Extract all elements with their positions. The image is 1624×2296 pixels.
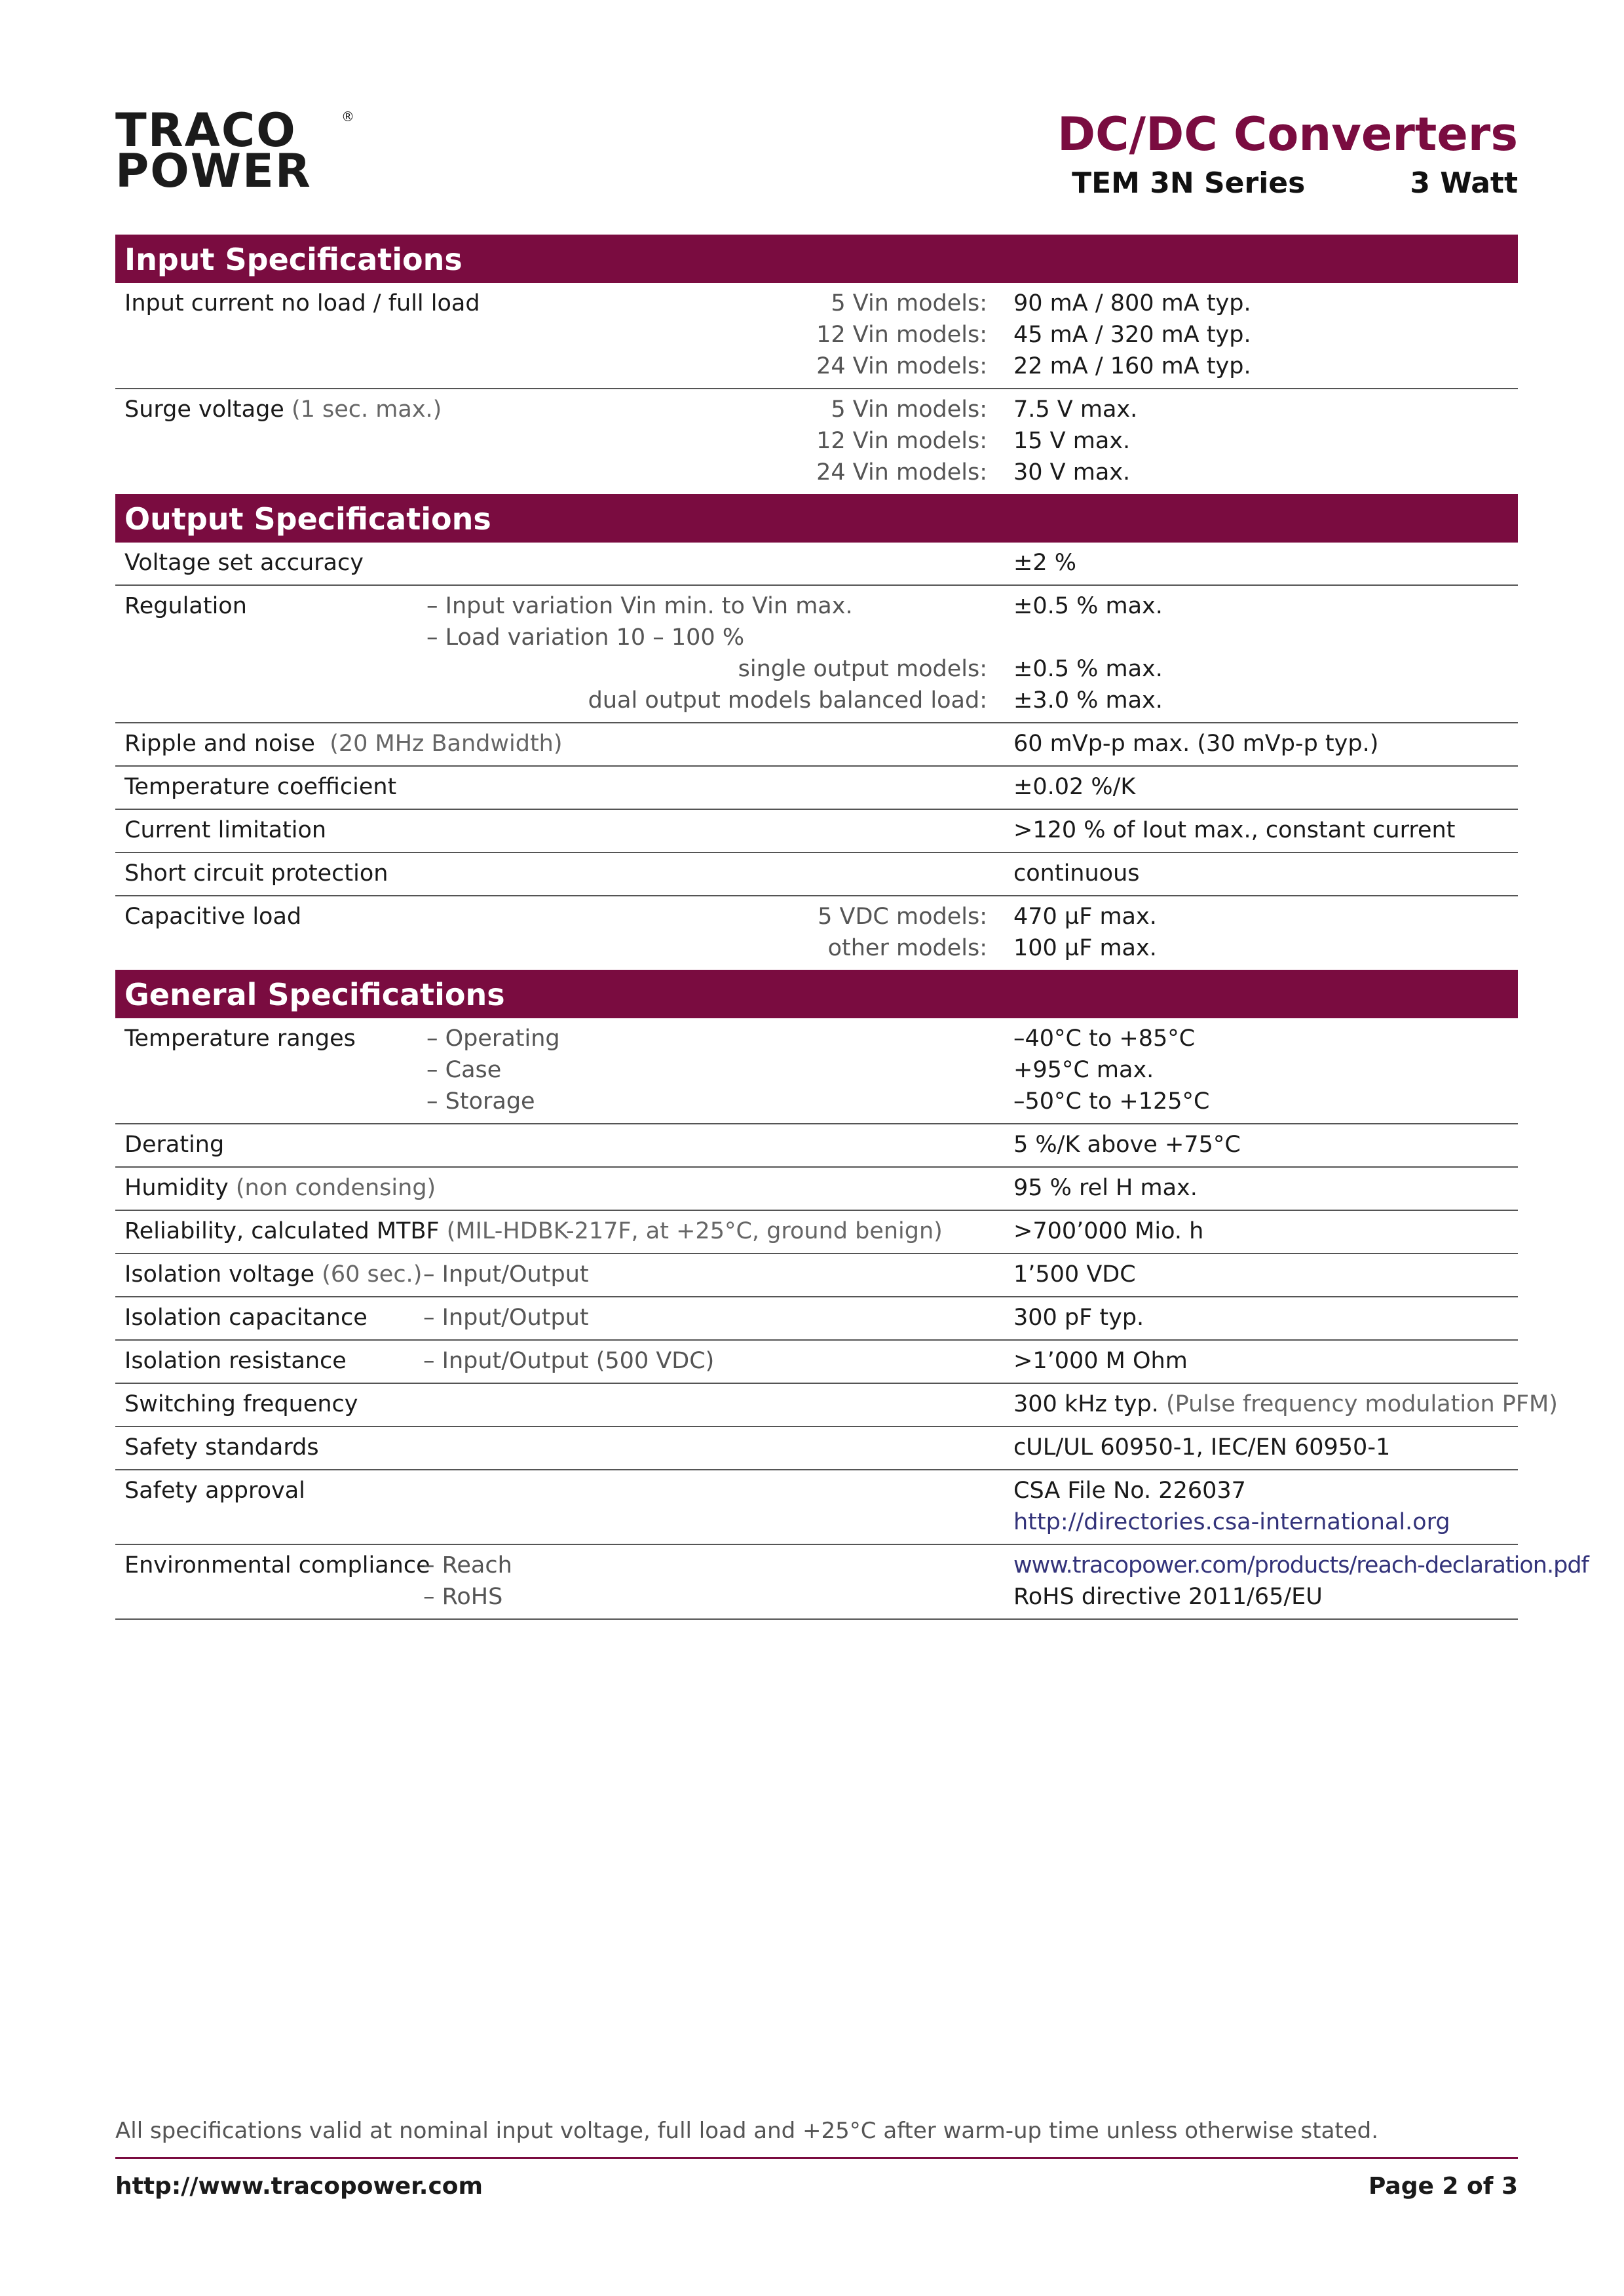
condition: – Input variation Vin min. to Vin max.	[426, 593, 853, 619]
value: –50°C to +125°C	[1013, 1088, 1210, 1115]
value: ±0.02 %/K	[1013, 774, 1136, 800]
spec-row-derating	[115, 1124, 1518, 1168]
logo-line-2: POWER	[115, 144, 312, 198]
spec-row-ripple-noise	[115, 723, 1518, 767]
label-note: (20 MHz Bandwidth)	[330, 731, 563, 757]
condition: – Reach	[423, 1552, 512, 1578]
condition: 12 Vin models:	[816, 322, 987, 348]
spec-row-safety-standards	[115, 1427, 1518, 1470]
spec-row-isolation-resistance	[115, 1341, 1518, 1384]
spec-label	[124, 394, 442, 425]
spec-row-temperature-ranges	[115, 1018, 1518, 1124]
value: >120 % of Iout max., constant current	[1013, 817, 1456, 843]
condition: – Operating	[426, 1025, 560, 1052]
spec-label	[124, 1215, 943, 1247]
value: 300 kHz typ.	[1013, 1391, 1159, 1417]
value: –40°C to +85°C	[1013, 1025, 1196, 1052]
spec-value-group	[1013, 1388, 1558, 1420]
page-title: DC/DC Converters	[1057, 107, 1518, 161]
spec-values	[1013, 1475, 1518, 1538]
label-text: Ripple and noise	[124, 731, 315, 757]
value: ±0.5 % max.	[1013, 656, 1163, 682]
value-note: (Pulse frequency modulation PFM)	[1165, 1391, 1558, 1417]
spec-values	[1013, 394, 1518, 488]
spec-label: Temperature ranges	[124, 1025, 356, 1052]
value: CSA File No. 226037	[1013, 1478, 1246, 1504]
spec-tables	[115, 235, 1589, 1620]
csa-link[interactable]: http://directories.csa-international.org	[1013, 1509, 1450, 1535]
value: 60 mVp-p max. (30 mVp-p typ.)	[1013, 731, 1379, 757]
spec-conditions	[588, 590, 987, 716]
value: >700’000 Mio. h	[1013, 1218, 1204, 1244]
footer-note: All specifications valid at nominal input voltage, full load and +25°C after warm-up time unless otherwise stated.	[115, 2118, 1379, 2144]
value: continuous	[1013, 860, 1140, 887]
spec-row-current-limitation	[115, 810, 1518, 853]
spec-subconditions	[426, 1023, 560, 1117]
value: 100 µF max.	[1013, 935, 1157, 961]
section-header-input: Input Specifications	[115, 235, 1518, 283]
label-note: (1 sec. max.)	[291, 396, 442, 423]
reach-declaration-link[interactable]: www.tracopower.com/products/reach-declaration.pdf	[1013, 1552, 1589, 1578]
value: 95 % rel H max.	[1013, 1175, 1198, 1201]
condition: 5 Vin models:	[831, 290, 987, 316]
spec-label	[124, 1259, 422, 1290]
spec-row-input-current	[115, 283, 1518, 389]
spec-subconditions	[423, 1550, 512, 1613]
spec-conditions	[816, 288, 987, 382]
value: 30 V max.	[1013, 459, 1131, 486]
logo-line-1: TRACO	[115, 104, 297, 157]
spec-row-surge-voltage	[115, 389, 1518, 494]
condition: – Input/Output	[423, 1305, 589, 1331]
condition: – RoHS	[423, 1584, 503, 1610]
spec-label: Derating	[124, 1132, 225, 1158]
spec-row-short-circuit	[115, 853, 1518, 896]
spec-label: Regulation	[124, 593, 247, 619]
spec-row-safety-approval	[115, 1470, 1518, 1545]
spec-label: Capacitive load	[124, 904, 302, 930]
condition: – Load variation 10 – 100 %	[426, 624, 745, 651]
spec-label: Safety standards	[124, 1434, 319, 1461]
label-text: Surge voltage	[124, 396, 284, 423]
section-header-general: General Specifications	[115, 970, 1518, 1018]
value: 300 pF typ.	[1013, 1305, 1144, 1331]
value: 45 mA / 320 mA typ.	[1013, 322, 1251, 348]
traco-power-logo	[115, 104, 354, 198]
spec-row-capacitive-load	[115, 896, 1518, 970]
spec-label	[124, 1172, 436, 1204]
label-text: Isolation voltage	[124, 1261, 315, 1288]
spec-row-mtbf	[115, 1211, 1518, 1254]
document-header	[994, 105, 1518, 203]
condition: – Case	[426, 1057, 502, 1083]
wattage: 3 Watt	[1410, 166, 1518, 200]
spec-values	[1013, 1023, 1518, 1117]
value: RoHS directive 2011/65/EU	[1013, 1584, 1323, 1610]
spec-row-humidity	[115, 1168, 1518, 1211]
registered-mark: ®	[341, 109, 354, 124]
spec-label: Switching frequency	[124, 1391, 358, 1417]
value: 1’500 VDC	[1013, 1261, 1136, 1288]
condition: 24 Vin models:	[816, 353, 987, 379]
label-note: (60 sec.)	[322, 1261, 423, 1288]
condition: – Input/Output	[423, 1261, 589, 1288]
condition: 12 Vin models:	[816, 428, 987, 454]
spec-row-voltage-set-accuracy	[115, 543, 1518, 586]
value: 470 µF max.	[1013, 904, 1157, 930]
label-text: Humidity	[124, 1175, 229, 1201]
spec-row-isolation-capacitance	[115, 1297, 1518, 1341]
label-note: (non condensing)	[235, 1175, 436, 1201]
spec-values	[1013, 1550, 1589, 1613]
footer-divider	[115, 2157, 1518, 2159]
spec-conditions	[816, 394, 987, 488]
section-header-output: Output Specifications	[115, 494, 1518, 543]
spec-values	[1013, 590, 1518, 716]
value: 7.5 V max.	[1013, 396, 1138, 423]
spec-row-regulation	[115, 586, 1518, 723]
spec-row-switching-frequency	[115, 1384, 1558, 1427]
spec-label: Voltage set accuracy	[124, 550, 364, 576]
value: ±3.0 % max.	[1013, 687, 1163, 714]
footer-url-link[interactable]: http://www.tracopower.com	[115, 2173, 483, 2200]
value: 15 V max.	[1013, 428, 1131, 454]
spec-label: Input current no load / full load	[124, 290, 480, 316]
condition: single output models:	[738, 656, 987, 682]
page-number: Page 2 of 3	[1369, 2173, 1518, 2200]
spec-label: Isolation resistance	[124, 1348, 347, 1374]
condition: 5 VDC models:	[818, 904, 987, 930]
condition: 24 Vin models:	[816, 459, 987, 486]
value: ±2 %	[1013, 550, 1076, 576]
spec-label: Short circuit protection	[124, 860, 388, 887]
label-text: Reliability, calculated MTBF	[124, 1218, 440, 1244]
spec-label: Environmental compliance	[124, 1552, 430, 1578]
value: 90 mA / 800 mA typ.	[1013, 290, 1251, 316]
condition: – Storage	[426, 1088, 535, 1115]
series-name: TEM 3N Series	[1072, 166, 1306, 200]
value: 22 mA / 160 mA typ.	[1013, 353, 1251, 379]
spec-label: Safety approval	[124, 1478, 305, 1504]
value: 5 %/K above +75°C	[1013, 1132, 1241, 1158]
condition: dual output models balanced load:	[588, 687, 987, 714]
condition: other models:	[827, 935, 987, 961]
spec-label	[124, 728, 563, 759]
spec-label: Temperature coefficient	[124, 774, 397, 800]
spec-values	[1013, 288, 1518, 382]
spec-values	[1013, 901, 1518, 964]
spec-row-temperature-coefficient	[115, 767, 1518, 810]
value: +95°C max.	[1013, 1057, 1154, 1083]
value: ±0.5 % max.	[1013, 593, 1163, 619]
spec-label: Current limitation	[124, 817, 327, 843]
spec-label: Isolation capacitance	[124, 1305, 368, 1331]
value: >1’000 M Ohm	[1013, 1348, 1188, 1374]
value: cUL/UL 60950-1, IEC/EN 60950-1	[1013, 1434, 1391, 1461]
condition: 5 Vin models:	[831, 396, 987, 423]
spec-row-environmental-compliance	[115, 1545, 1589, 1620]
spec-row-isolation-voltage	[115, 1254, 1518, 1297]
label-note: (MIL-HDBK-217F, at +25°C, ground benign)	[446, 1218, 943, 1244]
spec-conditions	[818, 901, 987, 964]
condition: – Input/Output (500 VDC)	[423, 1348, 715, 1374]
